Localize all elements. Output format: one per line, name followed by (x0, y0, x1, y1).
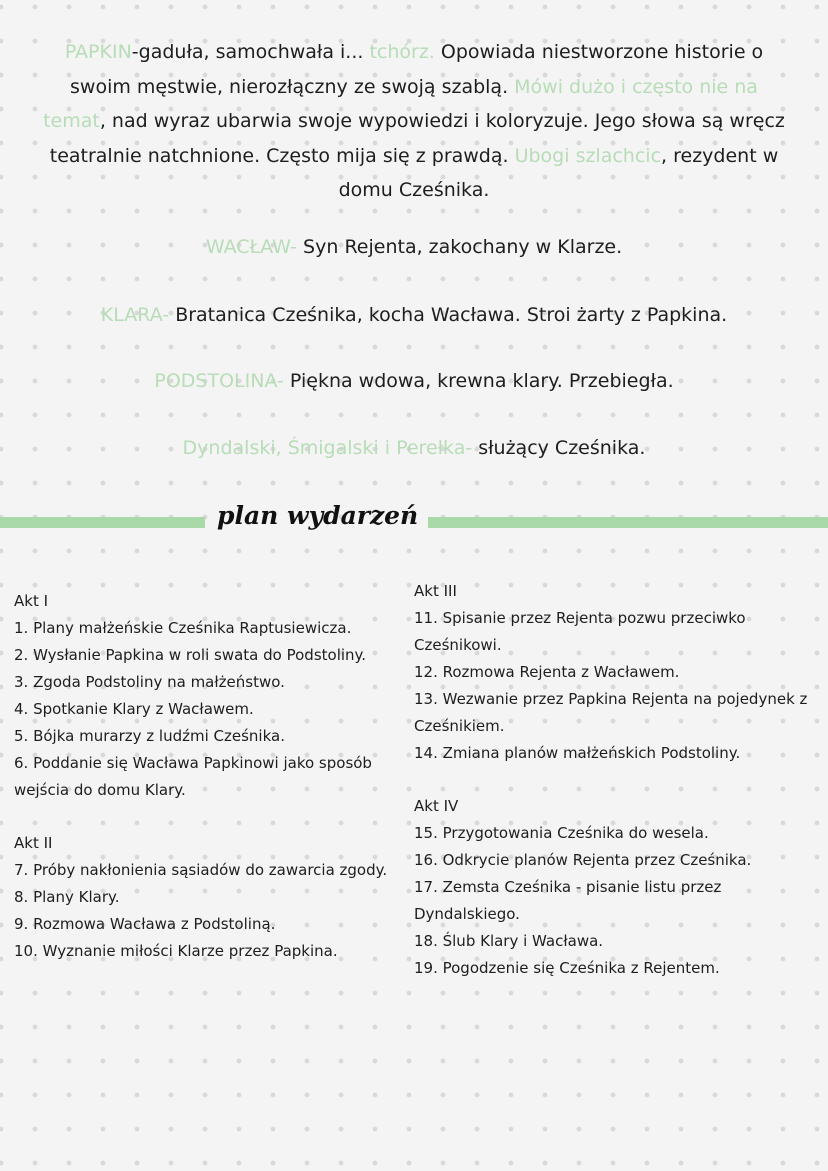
plan-column-left (14, 588, 404, 965)
character-name: KLARA- (100, 304, 170, 326)
character-highlight: tchórz. (369, 41, 435, 63)
act-block (14, 588, 404, 804)
character-text: , nad wyraz ubarwia swoje wypowiedzi i koloryzuje. Jego słowa są wręcz teatralnie natchnione. Często mija się z prawdą. (49, 110, 785, 167)
act-block (414, 793, 814, 982)
section-title: plan wydarzeń (217, 501, 419, 530)
plan-item: 12. Rozmowa Rejenta z Wacławem. (414, 663, 680, 681)
character-podstolina (40, 364, 788, 399)
character-name: PODSTOLINA- (154, 370, 284, 392)
character-text: , rezydent w domu Cześnika. (338, 144, 779, 201)
character-desc: służący Cześnika. (472, 437, 646, 459)
act-heading: Akt III (414, 582, 457, 600)
act-block (14, 830, 404, 965)
plan-item: 1. Plany małżeńskie Cześnika Raptusiewicza. (14, 619, 352, 637)
character-waclaw (40, 230, 788, 265)
plan-item: 8. Plany Klary. (14, 888, 120, 906)
plan-item: 11. Spisanie przez Rejenta pozwu przeciwko Cześnikowi. (414, 609, 746, 654)
plan-item: 7. Próby nakłonienia sąsiadów do zawarcia zgody. (14, 861, 388, 879)
character-name: PAPKIN (64, 41, 132, 63)
character-desc: Bratanica Cześnika, kocha Wacława. Stroi żarty z Papkina. (169, 304, 728, 326)
plan-item: 10. Wyznanie miłości Klarze przez Papkina. (14, 942, 338, 960)
plan-item: 9. Rozmowa Wacława z Podstoliną. (14, 915, 276, 933)
plan-item: 3. Zgoda Podstoliny na małżeństwo. (14, 673, 285, 691)
plan-item: 17. Zemsta Cześnika - pisanie listu przez Dyndalskiego. (414, 878, 722, 923)
plan-item: 4. Spotkanie Klary z Wacławem. (14, 700, 254, 718)
character-desc: Piękna wdowa, krewna klary. Przebiegła. (283, 370, 674, 392)
character-name: WACŁAW- (205, 236, 298, 258)
character-klara (40, 298, 788, 333)
plan-item: 18. Ślub Klary i Wacława. (414, 932, 604, 950)
plan-item: 19. Pogodzenie się Cześnika z Rejentem. (414, 959, 720, 977)
plan-item: 16. Odkrycie planów Rejenta przez Cześnika. (414, 851, 752, 869)
character-text: -gaduła, samochwała i... (131, 41, 370, 63)
act-heading: Akt IV (414, 797, 459, 815)
plan-item: 2. Wysłanie Papkina w roli swata do Podstoliny. (14, 646, 367, 664)
plan-item: 6. Poddanie się Wacława Papkinowi jako sposób wejścia do domu Klary. (14, 754, 372, 799)
plan-item: 5. Bójka murarzy z ludźmi Cześnika. (14, 727, 285, 745)
plan-item: 14. Zmiana planów małżeńskich Podstoliny. (414, 744, 741, 762)
character-text: Opowiada niestworzone historie o swoim męstwie, nierozłączny ze swoją szablą. (70, 41, 764, 98)
plan-column-right (414, 578, 814, 982)
character-desc: Syn Rejenta, zakochany w Klarze. (297, 236, 623, 258)
divider-bar-left (0, 517, 205, 528)
character-name: Dyndalski, Śmigalski i Perełka- (182, 437, 473, 459)
act-heading: Akt II (14, 834, 53, 852)
act-block (414, 578, 814, 767)
plan-item: 15. Przygotowania Cześnika do wesela. (414, 824, 709, 842)
act-heading: Akt I (14, 592, 49, 610)
divider-bar-right (428, 517, 828, 528)
character-highlight: Mówi dużo i często nie na temat (43, 75, 758, 132)
character-sludzy (40, 431, 788, 466)
section-divider (0, 500, 828, 548)
plan-item: 13. Wezwanie przez Papkina Rejenta na pojedynek z Cześnikiem. (414, 690, 808, 735)
character-papkin (40, 35, 788, 208)
character-highlight: Ubogi szlachcic (514, 144, 662, 167)
